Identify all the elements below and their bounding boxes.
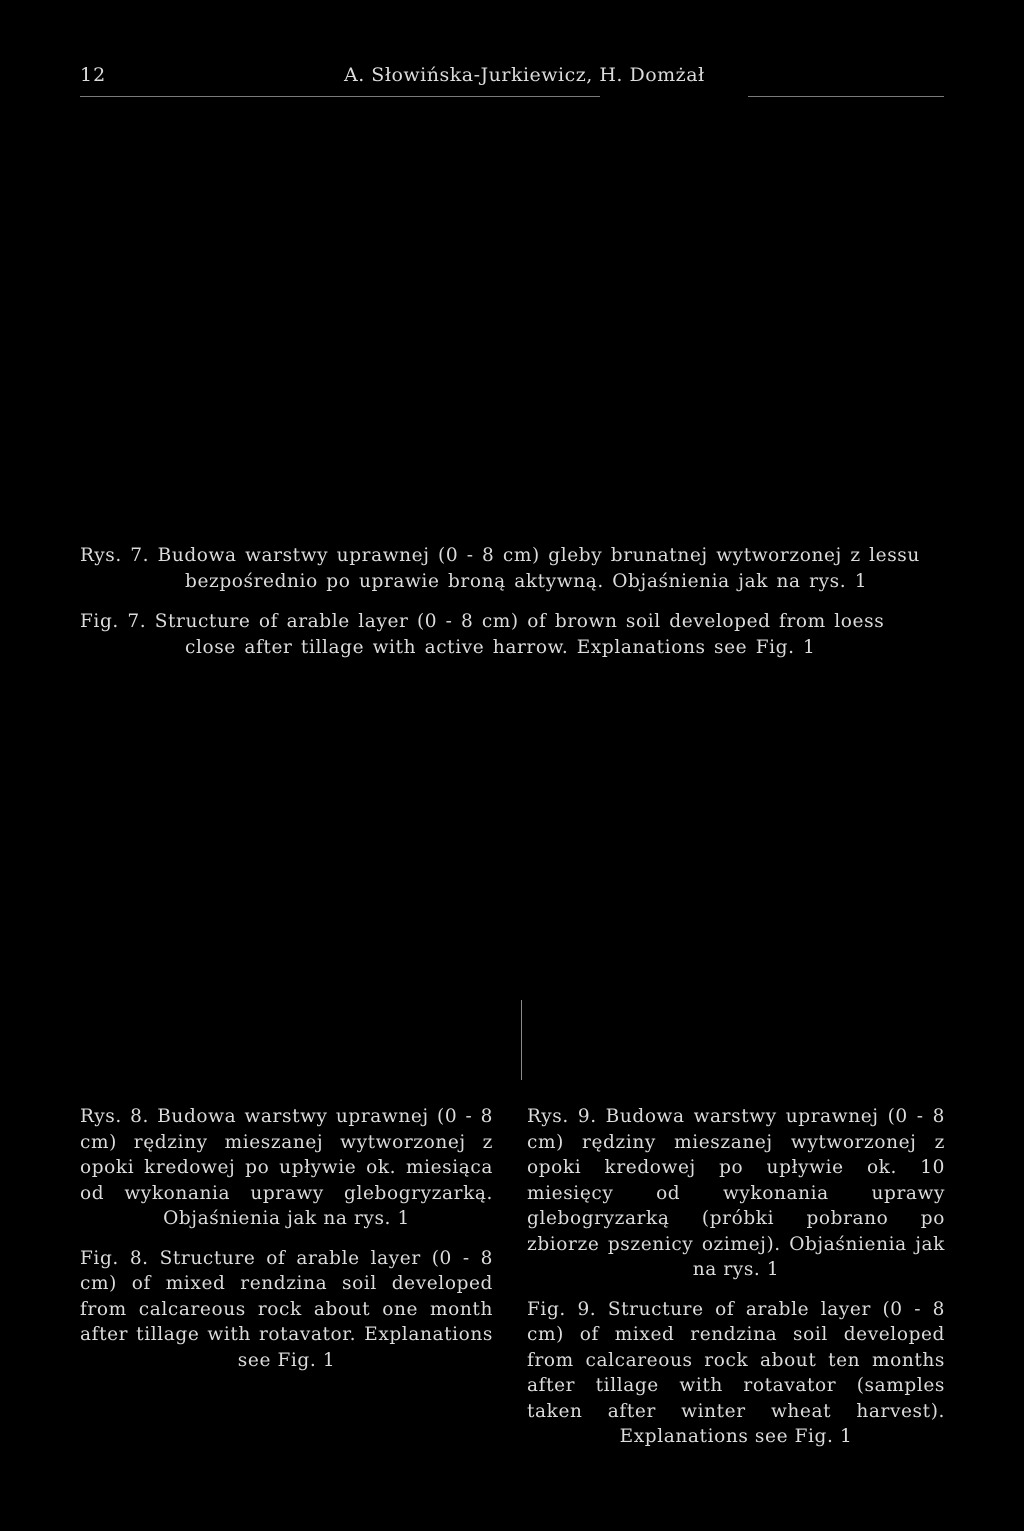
- fig9-caption-pl: Rys. 9. Budowa warstwy uprawnej (0 - 8 cm) rędziny mieszanej wytworzonej z opoki kredowej po upływie ok. 10 miesięcy od wykonania uprawy glebogryzarką (próbki pobrano po zbiorze pszenicy ozimej). Objaśnienia jak na rys. 1: [527, 1106, 945, 1280]
- fig8-caption-en: Fig. 8. Structure of arable layer (0 - 8 cm) of mixed rendzina soil developed from calcareous rock about one month after tillage with rotavator. Explanations see Fig. 1: [80, 1247, 493, 1371]
- fig9-caption-en: Fig. 9. Structure of arable layer (0 - 8 cm) of mixed rendzina soil developed from calcareous rock about ten months after tillage with rotavator (samples taken after winter wheat harvest). Explanations see Fig. 1: [527, 1298, 945, 1447]
- caption-gap: [80, 595, 944, 609]
- caption-gap: [80, 1232, 493, 1246]
- figure-divider-marks: [520, 1000, 524, 1080]
- fig8-caption-pl: Rys. 8. Budowa warstwy uprawnej (0 - 8 cm) rędziny mieszanej wytworzonej z opoki kredowej po upływie ok. miesiąca od wykonania uprawy glebogryzarką. Objaśnienia jak na rys. 1: [80, 1106, 493, 1229]
- header-rule-left: [80, 96, 600, 97]
- figure-7-caption: [80, 543, 944, 661]
- divider-line: [521, 1000, 522, 1080]
- fig7-caption-en-line2: close after tillage with active harrow. Explanations see Fig. 1: [185, 637, 816, 658]
- page-header: [80, 64, 944, 104]
- running-head: A. Słowińska-Jurkiewicz, H. Domżał: [344, 64, 705, 86]
- fig7-caption-pl-line2: bezpośrednio po uprawie broną aktywną. Objaśnienia jak na rys. 1: [185, 571, 868, 592]
- figure-9-caption: [527, 1104, 945, 1450]
- page-number: 12: [80, 64, 107, 86]
- figure-8-caption: [80, 1104, 493, 1373]
- fig7-caption-pl-line1: Rys. 7. Budowa warstwy uprawnej (0 - 8 cm) gleby brunatnej wytworzonej z lessu: [80, 545, 920, 566]
- caption-gap: [527, 1283, 945, 1297]
- header-rule-right: [748, 96, 944, 97]
- fig7-caption-en-line1: Fig. 7. Structure of arable layer (0 - 8 cm) of brown soil developed from loess: [80, 611, 885, 632]
